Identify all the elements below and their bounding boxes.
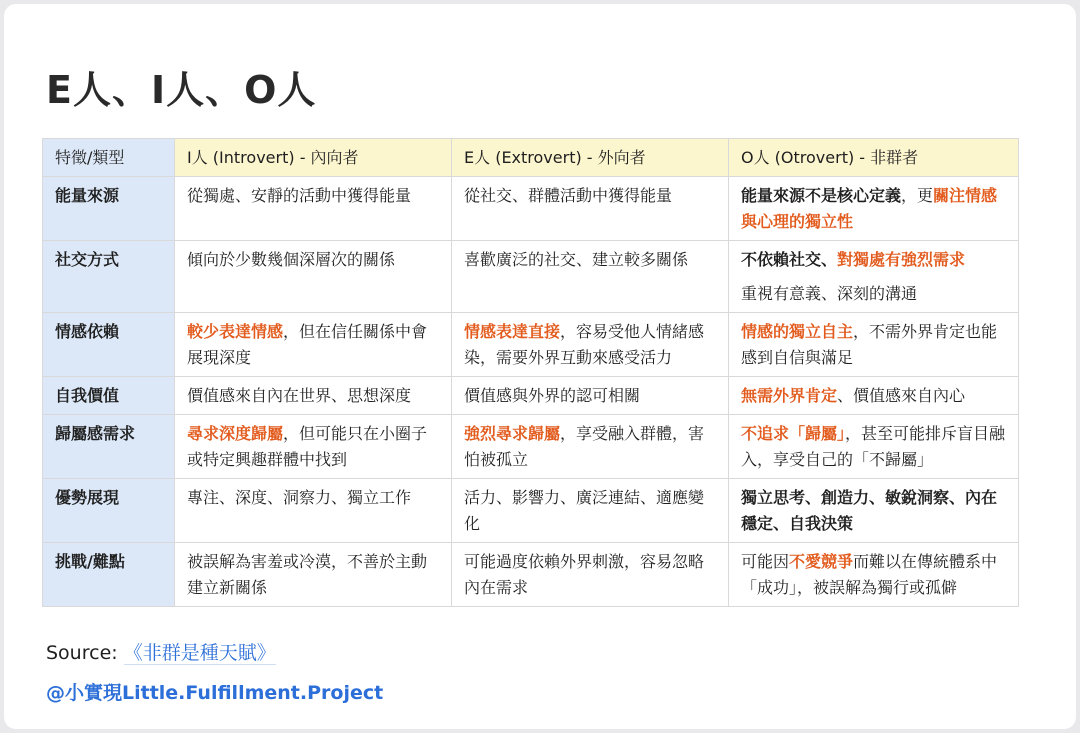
highlight-text: 關注情感與心理的獨立性 xyxy=(741,186,998,231)
page-title: E人、I人、O人 xyxy=(46,68,317,112)
row-label-energy: 能量來源 xyxy=(43,177,175,241)
cell-extrovert: 價值感與外界的認可相關 xyxy=(452,377,729,415)
source-line xyxy=(46,640,276,666)
highlight-text: 不愛競爭 xyxy=(789,552,854,571)
cell-text: ，甚至可能排斥盲目融入，享受自己的「不歸屬」 xyxy=(741,424,1006,469)
cell-introvert: 價值感來自內在世界、思想深度 xyxy=(175,377,452,415)
cell-introvert: 從獨處、安靜的活動中獲得能量 xyxy=(175,177,452,241)
table-row xyxy=(43,377,1019,415)
author-handle: @小實現Little.Fulfillment.Project xyxy=(46,682,384,704)
row-label-strengths: 優勢展現 xyxy=(43,479,175,543)
cell-otrovert xyxy=(729,543,1019,607)
cell-text: ，不需外界肯定也能感到自信與滿足 xyxy=(741,322,998,367)
highlight-text: 對獨處有強烈需求 xyxy=(837,250,966,269)
highlight-text: 不追求「歸屬」 xyxy=(741,424,846,443)
cell-otrovert xyxy=(729,241,1019,313)
source-label: Source: xyxy=(46,642,118,664)
cell-extrovert: 可能過度依賴外界刺激，容易忽略內在需求 xyxy=(452,543,729,607)
cell-extrovert: 從社交、群體活動中獲得能量 xyxy=(452,177,729,241)
table-row xyxy=(43,241,1019,313)
table-row xyxy=(43,415,1019,479)
cell-introvert: 傾向於少數幾個深層次的關係 xyxy=(175,241,452,313)
row-label-emotion: 情感依賴 xyxy=(43,313,175,377)
bold-text: 不依賴社交、 xyxy=(741,250,838,269)
row-label-self-worth: 自我價值 xyxy=(43,377,175,415)
table-row xyxy=(43,479,1019,543)
cell-introvert xyxy=(175,313,452,377)
cell-text: ，更 xyxy=(901,186,934,205)
row-label-challenges: 挑戰/難點 xyxy=(43,543,175,607)
cell-otrovert xyxy=(729,177,1019,241)
table-row xyxy=(43,543,1019,607)
cell-introvert xyxy=(175,415,452,479)
table-header-row xyxy=(43,139,1019,177)
cell-text: 而難以在傳統體系中「成功」，被誤解為獨行或孤僻 xyxy=(741,552,998,597)
cell-introvert: 被誤解為害羞或冷漠，不善於主動建立新關係 xyxy=(175,543,452,607)
cell-text: 、價值感來自內心 xyxy=(837,386,966,405)
bold-text: 能量來源不是核心定義 xyxy=(741,186,902,205)
cell-extrovert xyxy=(452,313,729,377)
highlight-text: 情感的獨立自主 xyxy=(741,322,854,341)
row-label-social: 社交方式 xyxy=(43,241,175,313)
highlight-text: 情感表達直接 xyxy=(464,322,561,341)
header-otrovert: O人 (Otrovert) - 非群者 xyxy=(729,139,1019,177)
cell-otrovert xyxy=(729,415,1019,479)
cell-extrovert: 活力、影響力、廣泛連結、適應變化 xyxy=(452,479,729,543)
highlight-text: 強烈尋求歸屬 xyxy=(464,424,561,443)
header-extrovert: E人 (Extrovert) - 外向者 xyxy=(452,139,729,177)
comparison-table xyxy=(42,138,1019,607)
table-row xyxy=(43,177,1019,241)
cell-otrovert: 獨立思考、創造力、敏銳洞察、內在穩定、自我決策 xyxy=(729,479,1019,543)
header-introvert: I人 (Introvert) - 內向者 xyxy=(175,139,452,177)
cell-otrovert xyxy=(729,377,1019,415)
header-corner: 特徵/類型 xyxy=(43,139,175,177)
table-row xyxy=(43,313,1019,377)
cell-introvert: 專注、深度、洞察力、獨立工作 xyxy=(175,479,452,543)
row-label-belonging: 歸屬感需求 xyxy=(43,415,175,479)
highlight-text: 無需外界肯定 xyxy=(741,386,838,405)
cell-extrovert xyxy=(452,415,729,479)
cell-extrovert: 喜歡廣泛的社交、建立較多關係 xyxy=(452,241,729,313)
cell-text: ，享受融入群體，害怕被孤立 xyxy=(464,424,705,469)
content-card xyxy=(4,4,1076,729)
highlight-text: 尋求深度歸屬 xyxy=(187,424,284,443)
cell-text: ，但可能只在小圈子或特定興趣群體中找到 xyxy=(187,424,428,469)
cell-subtext: 重視有意義、深刻的溝通 xyxy=(741,284,918,303)
cell-text: 可能因 xyxy=(741,552,790,571)
source-link[interactable]: 《非群是種天賦》 xyxy=(123,642,276,664)
cell-text: ，但在信任關係中會展現深度 xyxy=(187,322,428,367)
cell-text: ，容易受他人情緒感染，需要外界互動來感受活力 xyxy=(464,322,705,367)
highlight-text: 較少表達情感 xyxy=(187,322,284,341)
cell-otrovert xyxy=(729,313,1019,377)
